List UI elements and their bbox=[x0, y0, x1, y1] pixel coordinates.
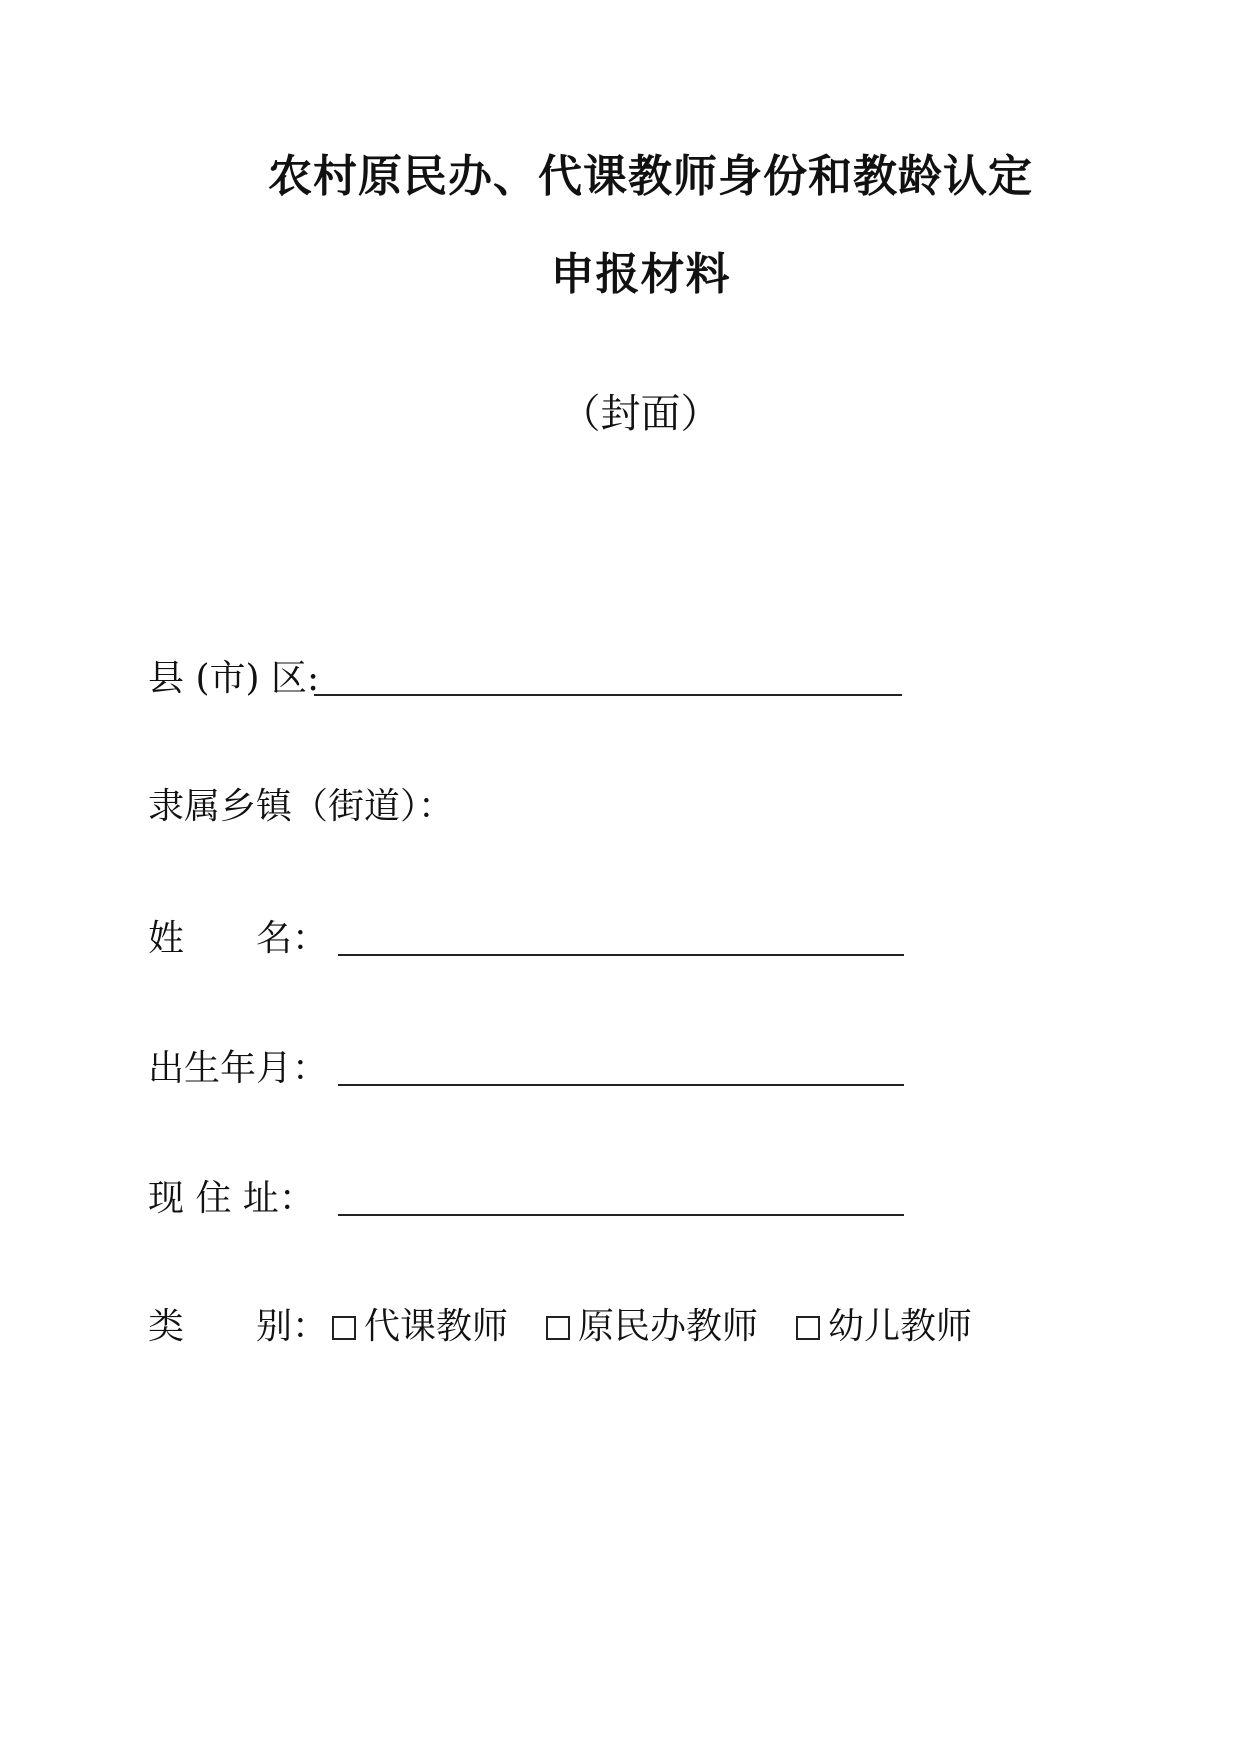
town-label: 隶属乡镇（街道）： bbox=[148, 786, 455, 827]
page-subtitle: （封面） bbox=[560, 391, 721, 437]
name-field bbox=[148, 914, 328, 964]
county-input-line[interactable] bbox=[314, 694, 902, 696]
category-option-substitute-teacher[interactable] bbox=[332, 1302, 508, 1352]
category-option-preschool-teacher[interactable] bbox=[796, 1302, 972, 1352]
county-field bbox=[148, 654, 319, 704]
name-label: 姓 名： bbox=[148, 918, 329, 959]
category-field bbox=[148, 1302, 1010, 1352]
county-label: 县 (市) 区: bbox=[148, 658, 320, 699]
address-input-line[interactable] bbox=[338, 1214, 904, 1216]
birth-date-field bbox=[148, 1044, 328, 1094]
birth-date-input-line[interactable] bbox=[338, 1084, 904, 1086]
town-field bbox=[148, 782, 454, 832]
option-label: 代课教师 bbox=[364, 1306, 509, 1347]
option-label: 幼儿教师 bbox=[828, 1306, 973, 1347]
option-label: 原民办教师 bbox=[578, 1306, 759, 1347]
birth-date-label: 出生年月： bbox=[148, 1048, 329, 1089]
page-title: 农村原民办、代课教师身份和教龄认定 bbox=[268, 151, 1033, 202]
address-field bbox=[148, 1174, 315, 1224]
checkbox[interactable] bbox=[332, 1316, 356, 1340]
category-label: 类 别： bbox=[148, 1306, 329, 1347]
checkbox[interactable] bbox=[796, 1316, 820, 1340]
page-title-line2: 申报材料 bbox=[550, 249, 731, 300]
name-input-line[interactable] bbox=[338, 954, 904, 956]
address-label: 现 住 址： bbox=[148, 1178, 315, 1219]
category-option-community-teacher[interactable] bbox=[546, 1302, 758, 1352]
checkbox[interactable] bbox=[546, 1316, 570, 1340]
